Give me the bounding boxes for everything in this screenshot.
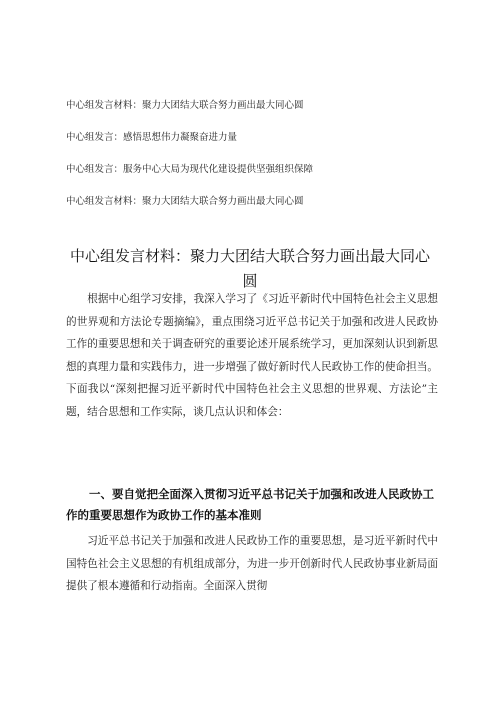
document-title-line-2: 圆 — [242, 272, 258, 290]
section-paragraph: 习近平总书记关于加强和改进人民政协工作的重要思想，是习近平新时代中国特色社会主义思想的有机组成部分，为进一步开创新时代人民政协事业新局面提供了根本遵循和行动指南。全面深入贯彻 — [66, 535, 438, 592]
table-of-contents — [66, 99, 466, 227]
toc-item[interactable]: 中心组发言：感悟思想伟力凝聚奋进力量 — [66, 132, 238, 143]
toc-item[interactable]: 中心组发言材料：聚力大团结大联合努力画出最大同心圆 — [66, 100, 304, 111]
intro-paragraph: 根据中心组学习安排，我深入学习了《习近平新时代中国特色社会主义思想的世界观和方法论专题摘编》，重点围绕习近平总书记关于加强和改进人民政协工作的重要思想和关于调查研究的重要论述开展系统学习，更加深刻认识到新思想的真理力量和实践伟力，进一步增强了做好新时代人民政协工作的使命担当。下面我以“深刻把握习近平新时代中国特色社会主义思想的世界观、方法论”主题，结合思想和工作实际，谈几点认识和体会： — [66, 293, 438, 418]
document-title — [60, 244, 440, 294]
section-heading: 一、要自觉把全面深入贯彻习近平总书记关于加强和改进人民政协工作的重要思想作为政协工作的基本准则 — [66, 487, 434, 522]
document-title-line-1: 中心组发言材料：聚力大团结大联合努力画出最大同心 — [69, 247, 430, 265]
toc-item[interactable]: 中心组发言：服务中心大局为现代化建设提供坚强组织保障 — [66, 164, 314, 175]
toc-item[interactable]: 中心组发言材料：聚力大团结大联合努力画出最大同心圆 — [66, 196, 304, 207]
